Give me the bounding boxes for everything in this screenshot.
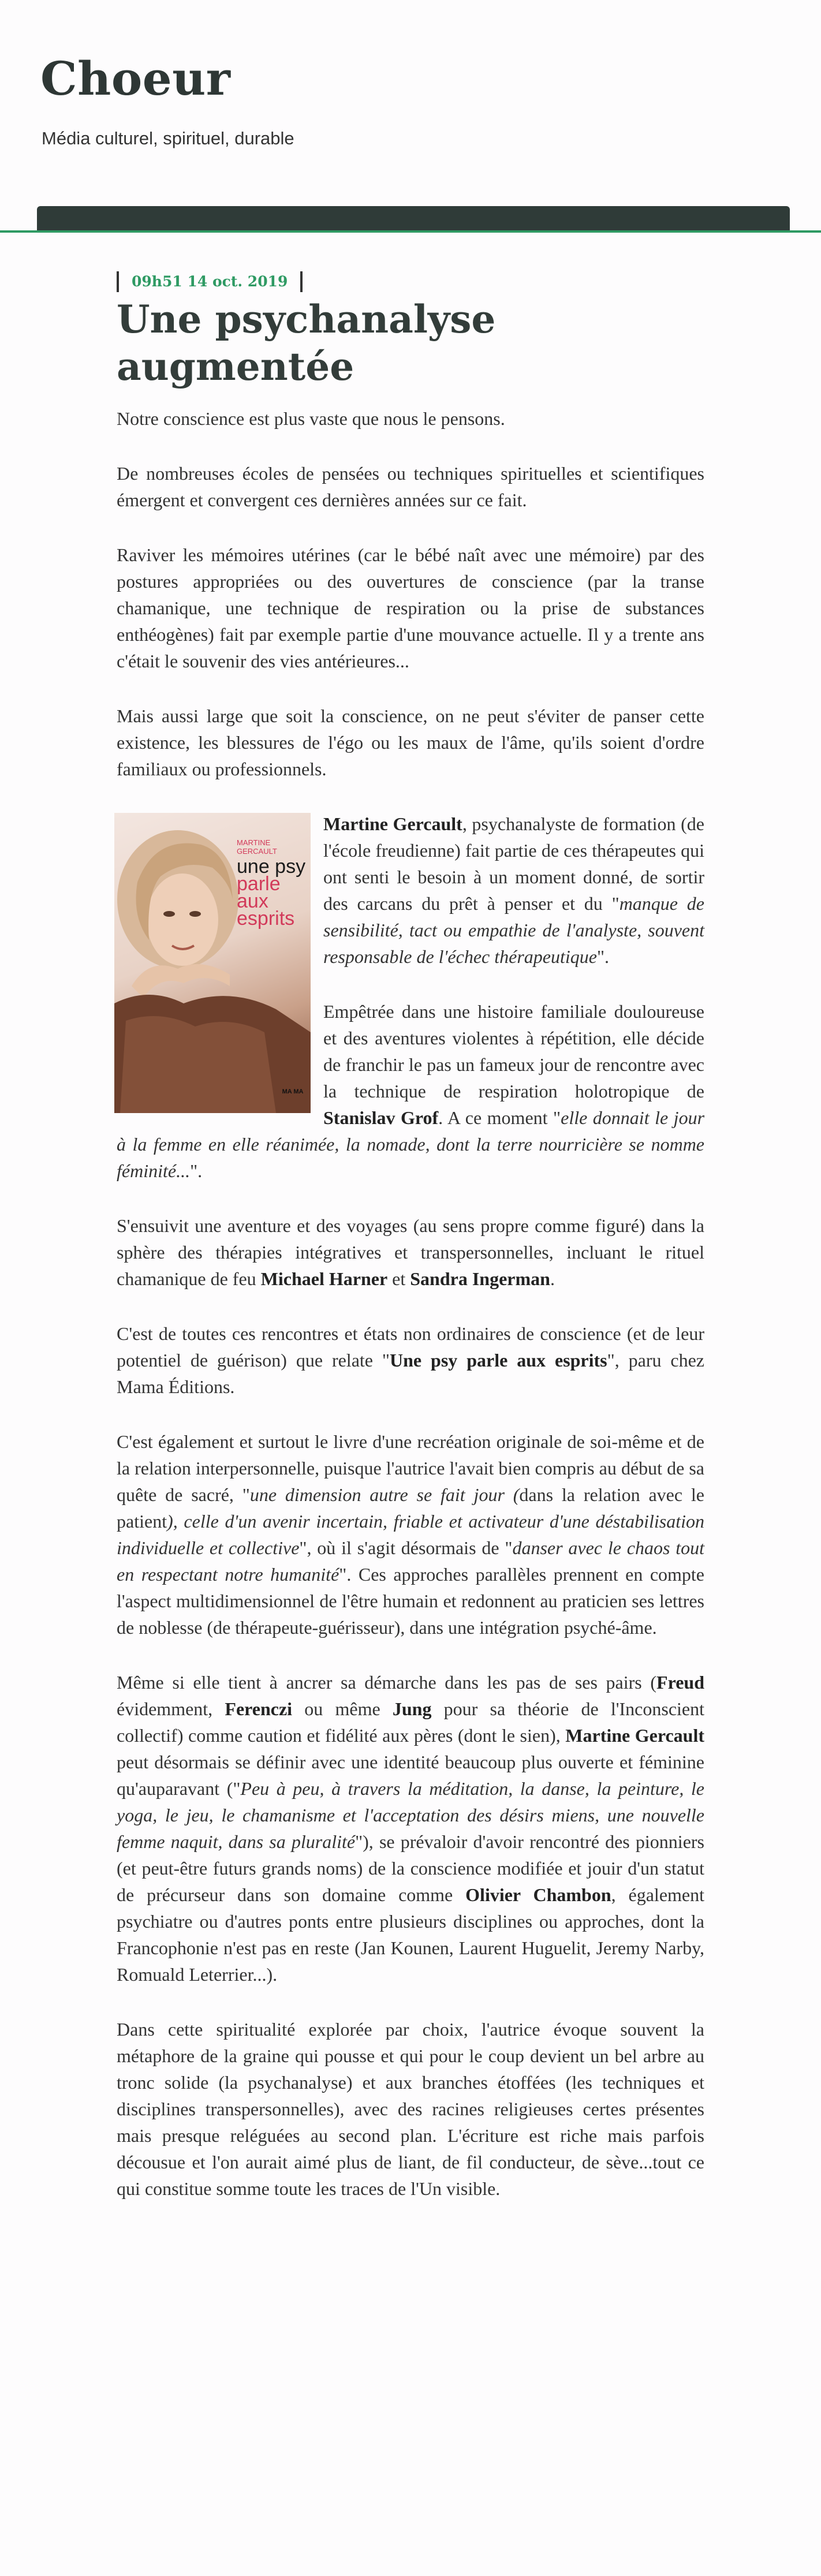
article-paragraph: Mais aussi large que soit la conscience, on ne peut s'éviter de panser cette existence, les blessures de l'égo ou les maux de l'âme, qu'ils soient d'ordre familiaux ou professionnels. bbox=[117, 705, 704, 779]
person-name: Freud bbox=[656, 1672, 704, 1693]
article-dateline: 09h51 14 oct. 2019 bbox=[117, 271, 303, 292]
nav-bar[interactable] bbox=[37, 206, 790, 230]
site-title[interactable]: Choeur bbox=[40, 51, 231, 106]
quote: manque de sensibilité, tact ou empathie de l'analyste, souvent responsable de l'échec thérapeutique bbox=[323, 893, 705, 967]
person-name: Jung bbox=[392, 1698, 432, 1719]
quote: danser avec le chaos tout en respectant notre humanité bbox=[117, 1537, 705, 1585]
cover-title: une psy bbox=[237, 856, 306, 878]
nav-divider bbox=[0, 230, 821, 233]
person-name: Michael Harner bbox=[260, 1268, 388, 1289]
quote: ), celle d'un avenir incertain, friable et activateur d'une déstabilisation individuelle et collective bbox=[117, 1511, 704, 1558]
article-paragraph: Empêtrée dans une histoire familiale douloureuse et des aventures violentes à répétition, elle décide de franchir le pas un fameux jour de rencontre avec la technique de respiration holotropique de Stanislav Grof. A ce moment "elle donnait le jour à la femme en elle réanimée, la nomade, dont la terre nourricière se nomme féminité...". bbox=[117, 1001, 705, 1181]
person-name: Olivier Chambon bbox=[465, 1884, 611, 1905]
article-title: Une psychanalyse augmentée bbox=[117, 297, 496, 389]
quote: elle donnait le jour à la femme en elle réanimée, la nomade, dont la terre nourricière se nomme féminité... bbox=[117, 1107, 705, 1181]
site-tagline: Média culturel, spirituel, durable bbox=[42, 128, 294, 148]
article-paragraph: Raviver les mémoires utérines (car le bébé naît avec une mémoire) par des postures appropriées ou des ouvertures de conscience (par la transe chamanique, une technique de respiration ou la prise de substances enthéogènes) fait par exemple partie d'une mouvance actuelle. Il y a trente ans c'était le souvenir des vies antérieures... bbox=[117, 544, 704, 671]
person-name: Stanislav Grof bbox=[323, 1107, 439, 1128]
article bbox=[117, 271, 704, 2230]
article-lead: Notre conscience est plus vaste que nous le pensons. bbox=[117, 408, 505, 429]
cover-text bbox=[237, 838, 306, 927]
article-paragraph: S'ensuivit une aventure et des voyages (au sens propre comme figuré) dans la sphère des thérapies intégratives et transpersonnelles, incluant le rituel chamanique de feu Michael Harner et Sandra Ingerman. bbox=[117, 1215, 704, 1289]
article-paragraph: Martine Gercault, psychanalyste de formation (de l'école freudienne) fait partie de ces thérapeutes qui ont senti le besoin à un moment donné, de sortir des carcans du prêt à penser et du "manque de sensibilité, tact ou empathie de l'analyste, souvent responsable de l'échec thérapeutique". bbox=[323, 813, 705, 967]
quote: une dimension autre se fait jour ( bbox=[249, 1484, 520, 1505]
quote: Peu à peu, à travers la méditation, la danse, la peinture, le yoga, le jeu, le chamanisme et l'acceptation des désirs miens, une nouvelle femme naquit, dans sa pluralité bbox=[117, 1778, 705, 1852]
article-paragraph: Même si elle tient à ancrer sa démarche dans les pas de ses pairs (Freud évidemment, Ferenczi ou même Jung pour sa théorie de l'Inconscient collectif) comme caution et fidélité aux pères (dont le sien), Martine Gercault peut désormais se définir avec une identité beaucoup plus ouverte et féminine qu'auparavant ("Peu à peu, à travers la méditation, la danse, la peinture, le yoga, le jeu, le chamanisme et l'acceptation des désirs miens, une nouvelle femme naquit, dans sa pluralité"), se prévaloir d'avoir rencontré des pionniers (et peut-être futurs grands noms) de la conscience modifiée et jouir d'un statut de précurseur dans son domaine comme Olivier Chambon, également psychiatre ou d'autres ponts entre plusieurs disciplines ou approches, dont la Francophonie n'est pas en reste (Jan Kounen, Laurent Huguelit, Jeremy Narby, Romuald Leterrier...). bbox=[117, 1672, 705, 1985]
publisher-logo: MA MA bbox=[282, 1088, 304, 1095]
person-name: Sandra Ingerman bbox=[410, 1268, 550, 1289]
article-paragraph: De nombreuses écoles de pensées ou techniques spirituelles et scientifiques émergent et convergent ces dernières années sur ce fait. bbox=[117, 463, 704, 510]
person-name: Martine Gercault bbox=[565, 1725, 705, 1746]
person-name: Ferenczi bbox=[225, 1698, 293, 1719]
article-paragraph: C'est également et surtout le livre d'une recréation originale de soi-même et de la relation interpersonnelle, puisque l'autrice l'avait bien compris au début de sa quête de sacré, "une dimension autre se fait jour (dans la relation avec le patient), celle d'un avenir incertain, friable et activateur d'une déstabilisation individuelle et collective", où il s'agit désormais de "danser avec le chaos tout en respectant notre humanité". Ces approches parallèles prennent en compte l'aspect multidimensionnel de l'être humain et redonnent au praticien ses lettres de noblesse (de thérapeute-guérisseur), dans une intégration psyché-âme. bbox=[117, 1431, 705, 1638]
book-title: Une psy parle aux esprits bbox=[390, 1350, 607, 1371]
cover-title-red: parle aux esprits bbox=[237, 873, 295, 929]
site-header bbox=[0, 0, 821, 234]
cover-author: MARTINE GERCAULT bbox=[237, 838, 277, 856]
article-paragraph: C'est de toutes ces rencontres et états non ordinaires de conscience (et de leur potentiel de guérison) que relate "Une psy parle aux esprits", paru chez Mama Éditions. bbox=[117, 1323, 705, 1397]
book-cover-image bbox=[114, 813, 311, 1113]
person-name: Martine Gercault bbox=[323, 813, 462, 834]
article-paragraph: Dans cette spiritualité explorée par choix, l'autrice évoque souvent la métaphore de la graine qui pousse et qui pour le coup devient un bel arbre au tronc solide (la psychanalyse) et aux branches étoffées (les techniques et disciplines transpersonnelles), avec des racines religieuses certes présentes mais presque reléguées au second plan. L'écriture est riche mais parfois décousue et l'on aurait aimé plus de liant, de fil conducteur, de sève...tout ce qui constitue somme toute les traces de l'Un visible. bbox=[117, 2019, 704, 2199]
